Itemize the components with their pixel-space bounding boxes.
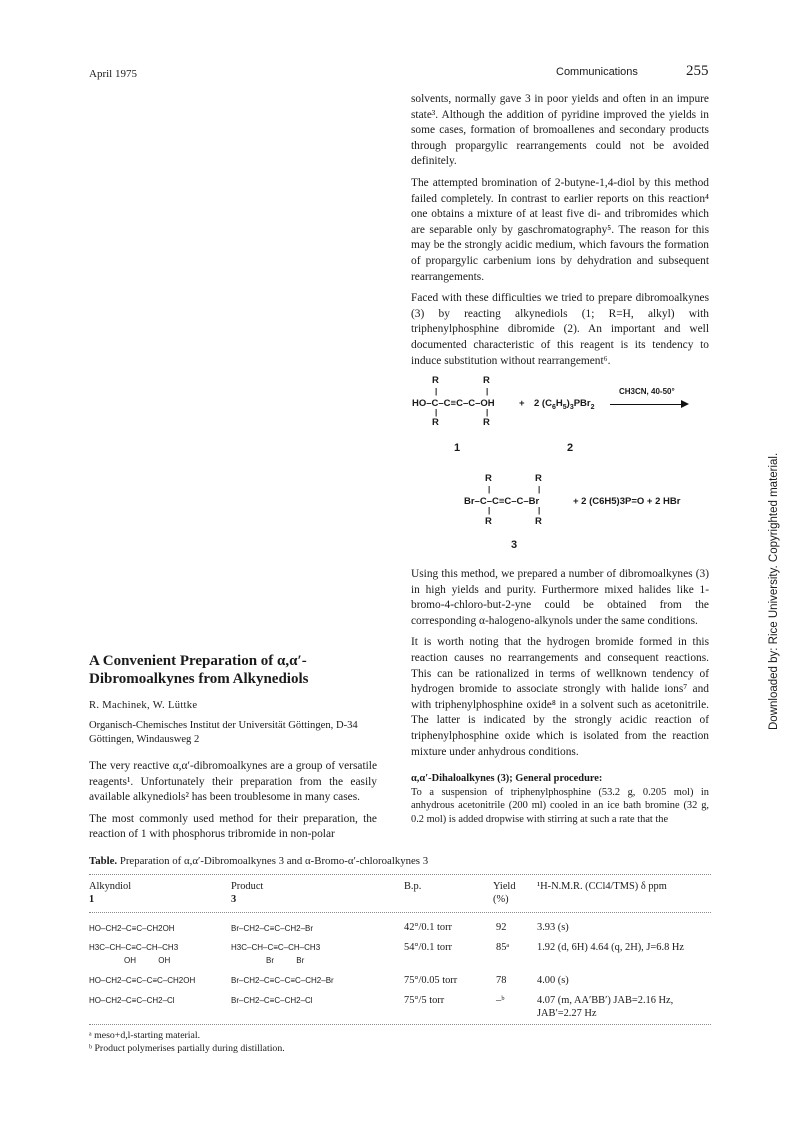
substituent-r: R [432, 417, 439, 428]
table-caption [89, 855, 428, 867]
procedure-text: To a suspension of triphenylphosphine (53.2 g, 0.205 mol) in anhydrous acetonitrile (200 ml) cooled in an ice bath bromine (32 g, 0.2 mol) is added dropwise with stirring at such a rate that the [411, 786, 709, 825]
table-cell-diol: H3C–CH–C≡C–CH–CH3 [89, 943, 179, 952]
table-cell-nmr: 4.00 (s) [537, 975, 569, 986]
table-cell-diol: HO–CH2–C≡C–C≡C–CH2OH [89, 976, 196, 985]
table-rule [89, 912, 711, 913]
substituent-r: R [483, 417, 490, 428]
bond: | [435, 408, 438, 417]
procedure-title: α,α′-Dihaloalkynes (3); General procedure: [411, 773, 603, 785]
table-cell-nmr: JAB′=2.27 Hz [537, 1008, 597, 1019]
paragraph: The most commonly used method for their preparation, the reaction of 1 with phosphorus tribromide in non-polar [89, 812, 377, 841]
paragraph: Faced with these difficulties we tried to prepare dibromoalkynes (3) by reacting alkynediols (1; R=H, alkyl) with triphenylphosphine dibromide (2). An important and well documented characteristic of this reagent is its tendency to induce substitution without rearrangement⁶. [411, 292, 709, 367]
bond: | [435, 387, 438, 396]
table-caption-label: Table. [89, 855, 118, 867]
page-number: 255 [686, 63, 709, 79]
right-column-top [411, 92, 709, 369]
table-caption-text: Preparation of α,α′-Dibromoalkynes 3 and α-Bromo-α′-chloroalkynes 3 [119, 855, 429, 867]
bond: | [486, 387, 489, 396]
table-cell-diol: HO–CH2–C≡C–CH2–Cl [89, 996, 175, 1005]
table-cell-product: Br–CH2–C≡C–CH2–Cl [231, 996, 313, 1005]
table-cell-diol-sub: OH OH [124, 956, 171, 965]
article-authors: R. Machinek, W. Lüttke [89, 700, 198, 711]
paragraph: The attempted bromination of 2-butyne-1,4-diol by this method failed completely. In contrast to earlier reports on this reaction⁴ one obtains a mixture of at least five di- and tribromides which are separable only by gaschromatography⁵. The reason for this may be the strongly acidic medium, which favours the formation of propargylic carbenium ions by dehydration and subsequent rearrangements. [411, 176, 709, 283]
table-cell-product: Br–CH2–C≡C–C≡C–CH2–Br [231, 976, 334, 985]
table-cell-product: Br–CH2–C≡C–CH2–Br [231, 924, 314, 933]
right-column-lower [411, 567, 709, 826]
compound-label-2: 2 [567, 442, 574, 454]
substituent-r: R [485, 516, 492, 527]
header-product: Product [231, 881, 264, 892]
header-section: Communications [556, 66, 638, 78]
header-nmr: ¹H-N.M.R. (CCl4/TMS) δ ppm [537, 881, 667, 892]
compound-label-3: 3 [511, 539, 518, 551]
paragraph: The very reactive α,α′-dibromoalkynes are a group of versatile reagents¹. Unfortunately their preparation from the easily available alkynediols² has been troublesome in many cases. [89, 760, 377, 804]
table-cell-product: H3C–CH–C≡C–CH–CH3 [231, 943, 321, 952]
header-alkyndiol-num: 1 [89, 894, 95, 905]
reaction-conditions: CH3CN, 40-50° [619, 387, 675, 396]
reagent-formula: 2 $(C_6H_5)_3PBr_2$ [534, 398, 595, 411]
substituent-r: R [485, 473, 492, 484]
table-cell-yield: 78 [496, 975, 507, 986]
paragraph: It is worth noting that the hydrogen bromide formed in this reaction causes no rearrangements and consequent reactions. This can be rationalized in terms of wellknown tendency of hydrogen bromide to associate strongly with halide ions⁷ and with triphenylphosphine oxide⁸ in a solvent such as acetonitrile. The latter is indicated by the strongly acidic reaction of triphenylphosphine oxide which is isolated from the reaction mixture under anhydrous conditions. [411, 636, 709, 758]
paragraph: solvents, normally gave 3 in poor yields and often in an impure state³. Although the addition of pyridine improved the yields in some cases, formation of bromoallenes and secondary products through propargylic rearrangements could not be avoided definitely. [411, 93, 709, 168]
bond: | [486, 408, 489, 417]
substituent-r: R [535, 516, 542, 527]
header-product-num: 3 [231, 894, 237, 905]
substituent-r: R [483, 375, 490, 386]
compound-label-1: 1 [454, 442, 461, 454]
article-affiliation: Organisch-Chemisches Institut der Universität Göttingen, D-34 Göttingen, Windausweg 2 [89, 720, 358, 745]
table-cell-bp: 54°/0.1 torr [404, 942, 453, 953]
table-cell-product-sub: Br Br [266, 956, 305, 965]
procedure [411, 772, 709, 826]
header-bp: B.p. [404, 881, 422, 892]
table-cell-yield: –ᵇ [496, 995, 505, 1006]
article-start [89, 652, 377, 843]
table-cell-bp: 42°/0.1 torr [404, 922, 453, 933]
reactant-formula: HO–C–C≡C–C–OH [412, 398, 495, 409]
header-yield: Yield [493, 881, 516, 892]
byproducts: + 2 (C6H5)3P=O + 2 HBr [573, 496, 681, 507]
bond: | [488, 506, 491, 515]
table-rule [89, 1024, 711, 1025]
table-cell-nmr: 1.92 (d, 6H) 4.64 (q, 2H), J=6.8 Hz [537, 942, 684, 953]
bond: | [488, 485, 491, 494]
header-alkyndiol: Alkyndiol [89, 881, 132, 892]
product-formula: Br–C–C≡C–C–Br [464, 496, 540, 507]
article-title: A Convenient Preparation of α,α′-Dibromoalkynes from Alkynediols [89, 653, 309, 687]
bond: | [538, 506, 541, 515]
table-cell-bp: 75°/0.05 torr [404, 975, 458, 986]
table-cell-bp: 75°/5 torr [404, 995, 445, 1006]
table-footnote-a: ᵃ meso+d,l-starting material. [89, 1030, 201, 1041]
header-yield-unit: (%) [493, 894, 509, 905]
table-cell-yield: 85ᵃ [496, 942, 510, 953]
header-date: April 1975 [89, 68, 137, 80]
table-cell-nmr: 3.93 (s) [537, 922, 569, 933]
table-footnote-b: ᵇ Product polymerises partially during distillation. [89, 1043, 285, 1054]
substituent-r: R [535, 473, 542, 484]
table-rule [89, 874, 711, 875]
reaction-arrow [610, 404, 686, 405]
bond: | [538, 485, 541, 494]
table-cell-nmr: 4.07 (m, AA′BB′) JAB=2.16 Hz, [537, 995, 674, 1006]
table-cell-yield: 92 [496, 922, 507, 933]
sidebar-copyright: Downloaded by: Rice University. Copyrighted material. [768, 452, 780, 730]
table-cell-diol: HO–CH2–C≡C–CH2OH [89, 924, 175, 933]
plus-sign: + [519, 398, 525, 409]
arrow-head [681, 400, 689, 408]
substituent-r: R [432, 375, 439, 386]
paragraph: Using this method, we prepared a number of dibromoalkynes (3) in high yields and purity. Furthermore mixed halides like 1-bromo-4-chloro-but-2-yne could be obtained from the corresponding α-halogeno-alkynols under the same conditions. [411, 568, 709, 627]
